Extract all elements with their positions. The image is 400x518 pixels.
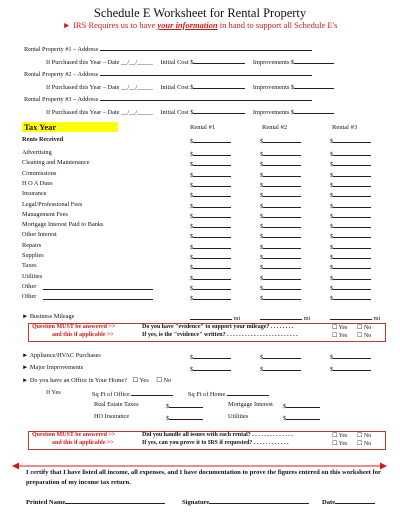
utilities-label: Utilities (228, 413, 249, 420)
printed-name-row: Printed Name (26, 497, 165, 506)
ho-insurance-field[interactable]: $ (166, 413, 203, 422)
expense-other-13-field-rental-2[interactable]: $ (260, 283, 301, 292)
property-3-address-field[interactable] (100, 94, 312, 101)
property-1-address-field[interactable] (100, 44, 312, 51)
other-description-13[interactable] (40, 283, 153, 292)
mortgage-interest-label: Mortgage Interest (228, 401, 273, 408)
notice-subtitle: ► IRS Requires us to have your information in hand to support all Schedule E's (62, 20, 338, 30)
expense-repairs-field-rental-1[interactable]: $ (190, 242, 231, 251)
property-2-initial-cost-field[interactable] (193, 82, 245, 89)
property-3-initial-cost-field[interactable] (193, 107, 245, 114)
expense-label-insurance: Insurance (22, 190, 47, 197)
property-2-date-field[interactable]: __/__/_____ (121, 84, 153, 91)
arrow-right-icon: ► (22, 364, 29, 371)
question-must-label: Question MUST be answered >> (32, 324, 116, 330)
expense-utilities-field-rental-3[interactable]: $ (330, 273, 371, 282)
sqft-home-field[interactable] (227, 389, 269, 396)
expense-management-fees-field-rental-1[interactable]: $ (190, 211, 231, 220)
mileage-written-yes-checkbox[interactable]: ☐ Yes (332, 333, 348, 339)
mileage-field-rental-2[interactable]: mi (260, 313, 310, 322)
appliance-field-rental-1[interactable]: $ (190, 352, 231, 361)
page-title: Schedule E Worksheet for Rental Property (93, 6, 307, 20)
if-yes-label: If Yes (46, 389, 61, 396)
appliance-field-rental-3[interactable]: $ (330, 352, 371, 361)
expense-label-taxes: Taxes (22, 262, 37, 269)
expense-label-mortgage-interest-paid-to-banks: Mortgage Interest Paid to Banks (22, 221, 104, 228)
expense-commissions-field-rental-1[interactable]: $ (190, 170, 231, 179)
business-mileage-row: ► Business Mileage (22, 313, 75, 320)
expense-supplies-field-rental-1[interactable]: $ (190, 252, 231, 261)
expense-mortgage-interest-paid-to-banks-field-rental-1[interactable]: $ (190, 221, 231, 230)
property-1-address: Rental Property #1 – Address (24, 44, 312, 53)
expense-label-advertising: Advertising (22, 149, 52, 156)
certification-text: I certify that I have listed all income, all expenses, and I have documentation to prove the figures entered on this worksheet for preparation of my income tax return. (26, 469, 381, 486)
expense-h-o-a-dues-field-rental-3[interactable]: $ (330, 180, 371, 189)
ho-insurance-label: HO Insurance (94, 413, 130, 420)
expense-label-management-fees: Management Fees (22, 211, 68, 218)
signature-row: Signature (182, 497, 309, 506)
expense-advertising-field-rental-3[interactable]: $ (330, 149, 371, 158)
expense-label-other-13: Other (22, 283, 37, 290)
property-1-date-field[interactable]: __/__/_____ (121, 59, 153, 66)
expense-label-supplies: Supplies (22, 252, 44, 259)
improvements-field-rental-1[interactable]: $ (190, 364, 231, 373)
expense-supplies-field-rental-3[interactable]: $ (330, 252, 371, 261)
printed-name-field[interactable] (65, 497, 165, 504)
property-3-improvements-field[interactable] (294, 107, 334, 114)
mileage-written-question: If yes, is the "evidence" written? . . . . . . . . . . . . . . . . . . . . . . . . (142, 332, 298, 338)
issues-handled-yes-checkbox[interactable]: ☐ Yes (332, 433, 348, 439)
expense-other-13-field-rental-3[interactable]: $ (330, 283, 371, 292)
expense-label-utilities: Utilities (22, 273, 43, 280)
arrow-right-icon: ► (22, 352, 29, 359)
expense-repairs-field-rental-3[interactable]: $ (330, 242, 371, 251)
mileage-written-no-checkbox[interactable]: ☐ No (357, 333, 372, 339)
property-2-address-field[interactable] (100, 69, 312, 76)
property-2-improvements-field[interactable] (294, 82, 334, 89)
home-office-yes-checkbox[interactable]: ☐ Yes (132, 377, 149, 384)
expense-legal-professional-fees-field-rental-1[interactable]: $ (190, 201, 231, 210)
appliance-field-rental-2[interactable]: $ (260, 352, 301, 361)
expense-taxes-field-rental-2[interactable]: $ (260, 262, 301, 271)
expense-cleaning-and-maintenance-field-rental-3[interactable]: $ (330, 159, 371, 168)
rents-received-field-rental-2[interactable]: $ (260, 136, 301, 145)
arrow-right-icon: ► (22, 313, 29, 320)
expense-label-legal-professional-fees: Legal/Professional Fees (22, 201, 83, 208)
expense-label-other-interest: Other Interest (22, 231, 57, 238)
arrow-right-icon: ► (22, 377, 29, 384)
expense-mortgage-interest-paid-to-banks-field-rental-3[interactable]: $ (330, 221, 371, 230)
expense-label-repairs: Repairs (22, 242, 42, 249)
expense-other-interest-field-rental-1[interactable]: $ (190, 231, 231, 240)
issues-handled-question: Did you handle all issues with each rental? . . . . . . . . . . . . . . (142, 432, 293, 438)
appliance-row: ► Appliance/HVAC Purchases (22, 352, 101, 359)
expense-other-interest-field-rental-2[interactable]: $ (260, 231, 301, 240)
expense-cleaning-and-maintenance-field-rental-1[interactable]: $ (190, 159, 231, 168)
property-3-purchase: If Purchased this Year – Date __/__/_____ Initial Cost $ Improvements $ (46, 107, 334, 116)
other-description-field-14[interactable] (43, 293, 153, 300)
sqft-home-row: Sq Ft of Home (188, 389, 269, 398)
major-improvements-row: ► Major Improvements (22, 364, 84, 371)
expense-taxes-field-rental-3[interactable]: $ (330, 262, 371, 271)
expense-other-14-field-rental-2[interactable]: $ (260, 293, 301, 302)
rents-received-field-rental-3[interactable]: $ (330, 136, 371, 145)
property-1-purchase: If Purchased this Year – Date __/__/_____ Initial Cost $ Improvements $ (46, 57, 334, 66)
expense-cleaning-and-maintenance-field-rental-2[interactable]: $ (260, 159, 301, 168)
arrow-right-icon: ► (62, 20, 71, 30)
column-header-rental-2: Rental #2 (262, 124, 288, 131)
column-header-rental-3: Rental #3 (332, 124, 358, 131)
tax-year-label[interactable]: Tax Year (22, 122, 118, 132)
expense-advertising-field-rental-1[interactable]: $ (190, 149, 231, 158)
expense-label-h-o-a-dues: H O A Dues (22, 180, 53, 187)
expense-legal-professional-fees-field-rental-2[interactable]: $ (260, 201, 301, 210)
mileage-evidence-yes-checkbox[interactable]: ☐ Yes (332, 325, 348, 331)
expense-label-commissions: Commissions (22, 170, 57, 177)
real-estate-taxes-field[interactable]: $ (166, 401, 203, 410)
expense-supplies-field-rental-2[interactable]: $ (260, 252, 301, 261)
rents-received-field-rental-1[interactable]: $ (190, 136, 231, 145)
other-description-field-13[interactable] (43, 283, 153, 290)
expense-legal-professional-fees-field-rental-3[interactable]: $ (330, 201, 371, 210)
expense-management-fees-field-rental-2[interactable]: $ (260, 211, 301, 220)
issues-proof-question: If yes, can you prove it to IRS if requested? . . . . . . . . . . . . (142, 440, 289, 446)
real-estate-taxes-label: Real Estate Taxes (94, 401, 139, 408)
expense-insurance-field-rental-1[interactable]: $ (190, 190, 231, 199)
improvements-field-rental-3[interactable]: $ (330, 364, 371, 373)
mileage-evidence-no-checkbox[interactable]: ☐ No (357, 325, 372, 331)
expense-label-cleaning-and-maintenance: Cleaning and Maintenance (22, 159, 90, 166)
expense-insurance-field-rental-3[interactable]: $ (330, 190, 371, 199)
question-must-label: Question MUST be answered >> (32, 432, 116, 438)
mileage-field-rental-1[interactable]: mi (190, 313, 240, 322)
home-office-no-checkbox[interactable]: ☐ No (156, 377, 172, 384)
issues-proof-yes-checkbox[interactable]: ☐ Yes (332, 441, 348, 447)
expense-other-interest-field-rental-3[interactable]: $ (330, 231, 371, 240)
expense-mortgage-interest-paid-to-banks-field-rental-2[interactable]: $ (260, 221, 301, 230)
expense-commissions-field-rental-2[interactable]: $ (260, 170, 301, 179)
property-2-purchase: If Purchased this Year – Date __/__/_____ Initial Cost $ Improvements $ (46, 82, 334, 91)
column-header-rental-1: Rental #1 (190, 124, 216, 131)
mileage-field-rental-3[interactable]: mi (330, 313, 380, 322)
issues-proof-no-checkbox[interactable]: ☐ No (357, 441, 372, 447)
question-applicable-label: and this if applicable >> (52, 332, 114, 338)
date-field[interactable] (335, 497, 375, 504)
property-1-improvements-field[interactable] (294, 57, 334, 64)
property-2-address: Rental Property #2 – Address (24, 69, 312, 78)
property-3-date-field[interactable]: __/__/_____ (121, 109, 153, 116)
sqft-office-field[interactable] (131, 389, 173, 396)
property-1-initial-cost-field[interactable] (193, 57, 245, 64)
expense-utilities-field-rental-1[interactable]: $ (190, 273, 231, 282)
expense-other-13-field-rental-1[interactable]: $ (190, 283, 231, 292)
home-office-question: ► Do you have an Office in Your Home? ☐ Yes ☐ No (22, 377, 172, 384)
expense-taxes-field-rental-1[interactable]: $ (190, 262, 231, 271)
expense-advertising-field-rental-2[interactable]: $ (260, 149, 301, 158)
other-description-14[interactable] (40, 293, 153, 302)
expense-management-fees-field-rental-3[interactable]: $ (330, 211, 371, 220)
expense-repairs-field-rental-2[interactable]: $ (260, 242, 301, 251)
mileage-evidence-question: Do you have "evidence" to support your mileage? . . . . . . . . (142, 324, 294, 330)
sqft-office-row: Sq Ft of Office (92, 389, 173, 398)
date-row: Date (322, 497, 375, 506)
expense-other-14-field-rental-1[interactable]: $ (190, 293, 231, 302)
expense-commissions-field-rental-3[interactable]: $ (330, 170, 371, 179)
expense-other-14-field-rental-3[interactable]: $ (330, 293, 371, 302)
expense-h-o-a-dues-field-rental-1[interactable]: $ (190, 180, 231, 189)
question-applicable-label: and this if applicable >> (52, 440, 114, 446)
property-3-address: Rental Property #3 – Address (24, 94, 312, 103)
improvements-field-rental-2[interactable]: $ (260, 364, 301, 373)
expense-utilities-field-rental-2[interactable]: $ (260, 273, 301, 282)
expense-label-other-14: Other (22, 293, 37, 300)
mortgage-interest-field[interactable]: $ (283, 401, 320, 410)
signature-field[interactable] (209, 497, 309, 504)
rents-received-label: Rents Received (22, 136, 64, 143)
expense-h-o-a-dues-field-rental-2[interactable]: $ (260, 180, 301, 189)
expense-insurance-field-rental-2[interactable]: $ (260, 190, 301, 199)
utilities-field[interactable]: $ (283, 413, 320, 422)
issues-handled-no-checkbox[interactable]: ☐ No (357, 433, 372, 439)
